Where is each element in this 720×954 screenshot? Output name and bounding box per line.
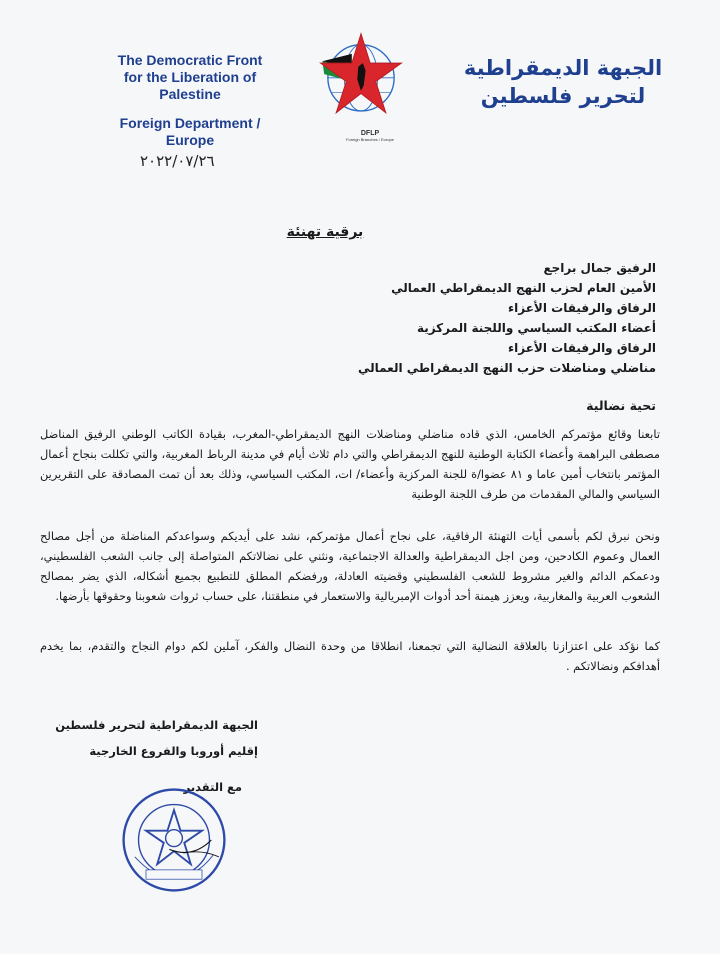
recipient-line: أعضاء المكتب السياسي واللجنة المركزية (416, 321, 656, 335)
body-paragraph-2: ونحن نبرق لكم بأسمى أيات التهنئة الرفاقية، على نجاح أعمال مؤتمركم، نشد على أيديكم وسواعدكم المناضلة من أجل مصالح العمال وعموم الكادحين، ومن اجل الديمقراطية والعدالة الاجتماعية، ونثني على نضالاتكم المتواصلة إلى جانب الشعب الفلسطيني، ودعمكم الدائم والغير مشروط للشعب الفلسطيني وقضيته العادلة، ورفضكم المطلق للتطبيع بجميع أشكاله، الذي يضر بمصالح الشعوب العربية والمغاربية، ويعزز هيمنة أحد أدوات الإمبريالية والاستعمار في منطقتنا، على حساب ثروات شعوبنا وحقوقها بأرضها. (40, 529, 660, 603)
recipients-block (156, 258, 656, 378)
recipient-line: مناضلي ومناضلات حزب النهج الديمقراطي العمالي (357, 361, 656, 375)
org-ar-line1: الجبهة الديمقراطية (463, 56, 663, 80)
signature-dept: إقليم أوروبا والفروع الخارجية (89, 744, 258, 758)
header-english (92, 52, 288, 149)
org-ar-line2: لتحرير فلسطين (480, 84, 646, 108)
recipient-line: الرفيق جمال براجع (543, 261, 656, 275)
letter-date: ٢٠٢٢/٠٧/٢٦ (140, 152, 215, 170)
dept-en-line2: Europe (165, 132, 215, 148)
org-en-line2: for the Liberation of (123, 69, 257, 85)
org-en-line1: The Democratic Front (117, 52, 263, 68)
recipient-line: الرفاق والرفيقات الأعزاء (508, 341, 656, 355)
logo-caption (330, 130, 410, 142)
header-arabic (448, 54, 678, 110)
body-paragraph-1: تابعنا وقائع مؤتمركم الخامس، الذي قاده مناضلي ومناضلات النهج الديمقراطي-المغرب، بقيادة الكاتب الوطني الرفيق المناضل مصطفى البراهمة وأعضاء الكتابة الوطنية للنهج الديمقراطي والتي دام ثلاث أيام في مدينة الرباط المغربية، والتي تكللت بنجاح أعمال المؤتمر بانتخاب أمين عاما و ٨١ عضوا/ة للجنة المركزية وأعضاء/ ات، المكتب السياسي، وذلك بعد أن تمت المصادقة على التقريرين السياسي والمالي المقدمات من طرف اللجنة الوطنية (40, 427, 660, 501)
closing: مع التقدير (183, 780, 242, 794)
dflp-logo-icon (315, 30, 407, 122)
logo-caption-sub: Foreign Branches / Europe (346, 137, 394, 142)
greeting: تحية نضالية (586, 398, 656, 413)
org-en-line3: Palestine (159, 86, 221, 102)
signature-org: الجبهة الديمقراطية لتحرير فلسطين (55, 718, 258, 732)
logo-caption-main: DFLP (360, 130, 380, 137)
official-stamp-icon (118, 784, 230, 896)
body-paragraph-3: كما نؤكد على اعتزازنا بالعلاقة النضالية التي تجمعنا، انطلاقا من وحدة النضال والفكر، آملين لكم دوام النجاح والتقدم، بما يخدم أهدافكم ونضالاتكم . (40, 639, 660, 673)
letter-title: برقية تهنئة (286, 224, 364, 240)
dept-en-line1: Foreign Department / (119, 115, 261, 131)
recipient-line: الأمين العام لحزب النهج الديمقراطي العمالي (391, 281, 656, 295)
recipient-line: الرفاق والرفيقات الأعزاء (508, 301, 656, 315)
